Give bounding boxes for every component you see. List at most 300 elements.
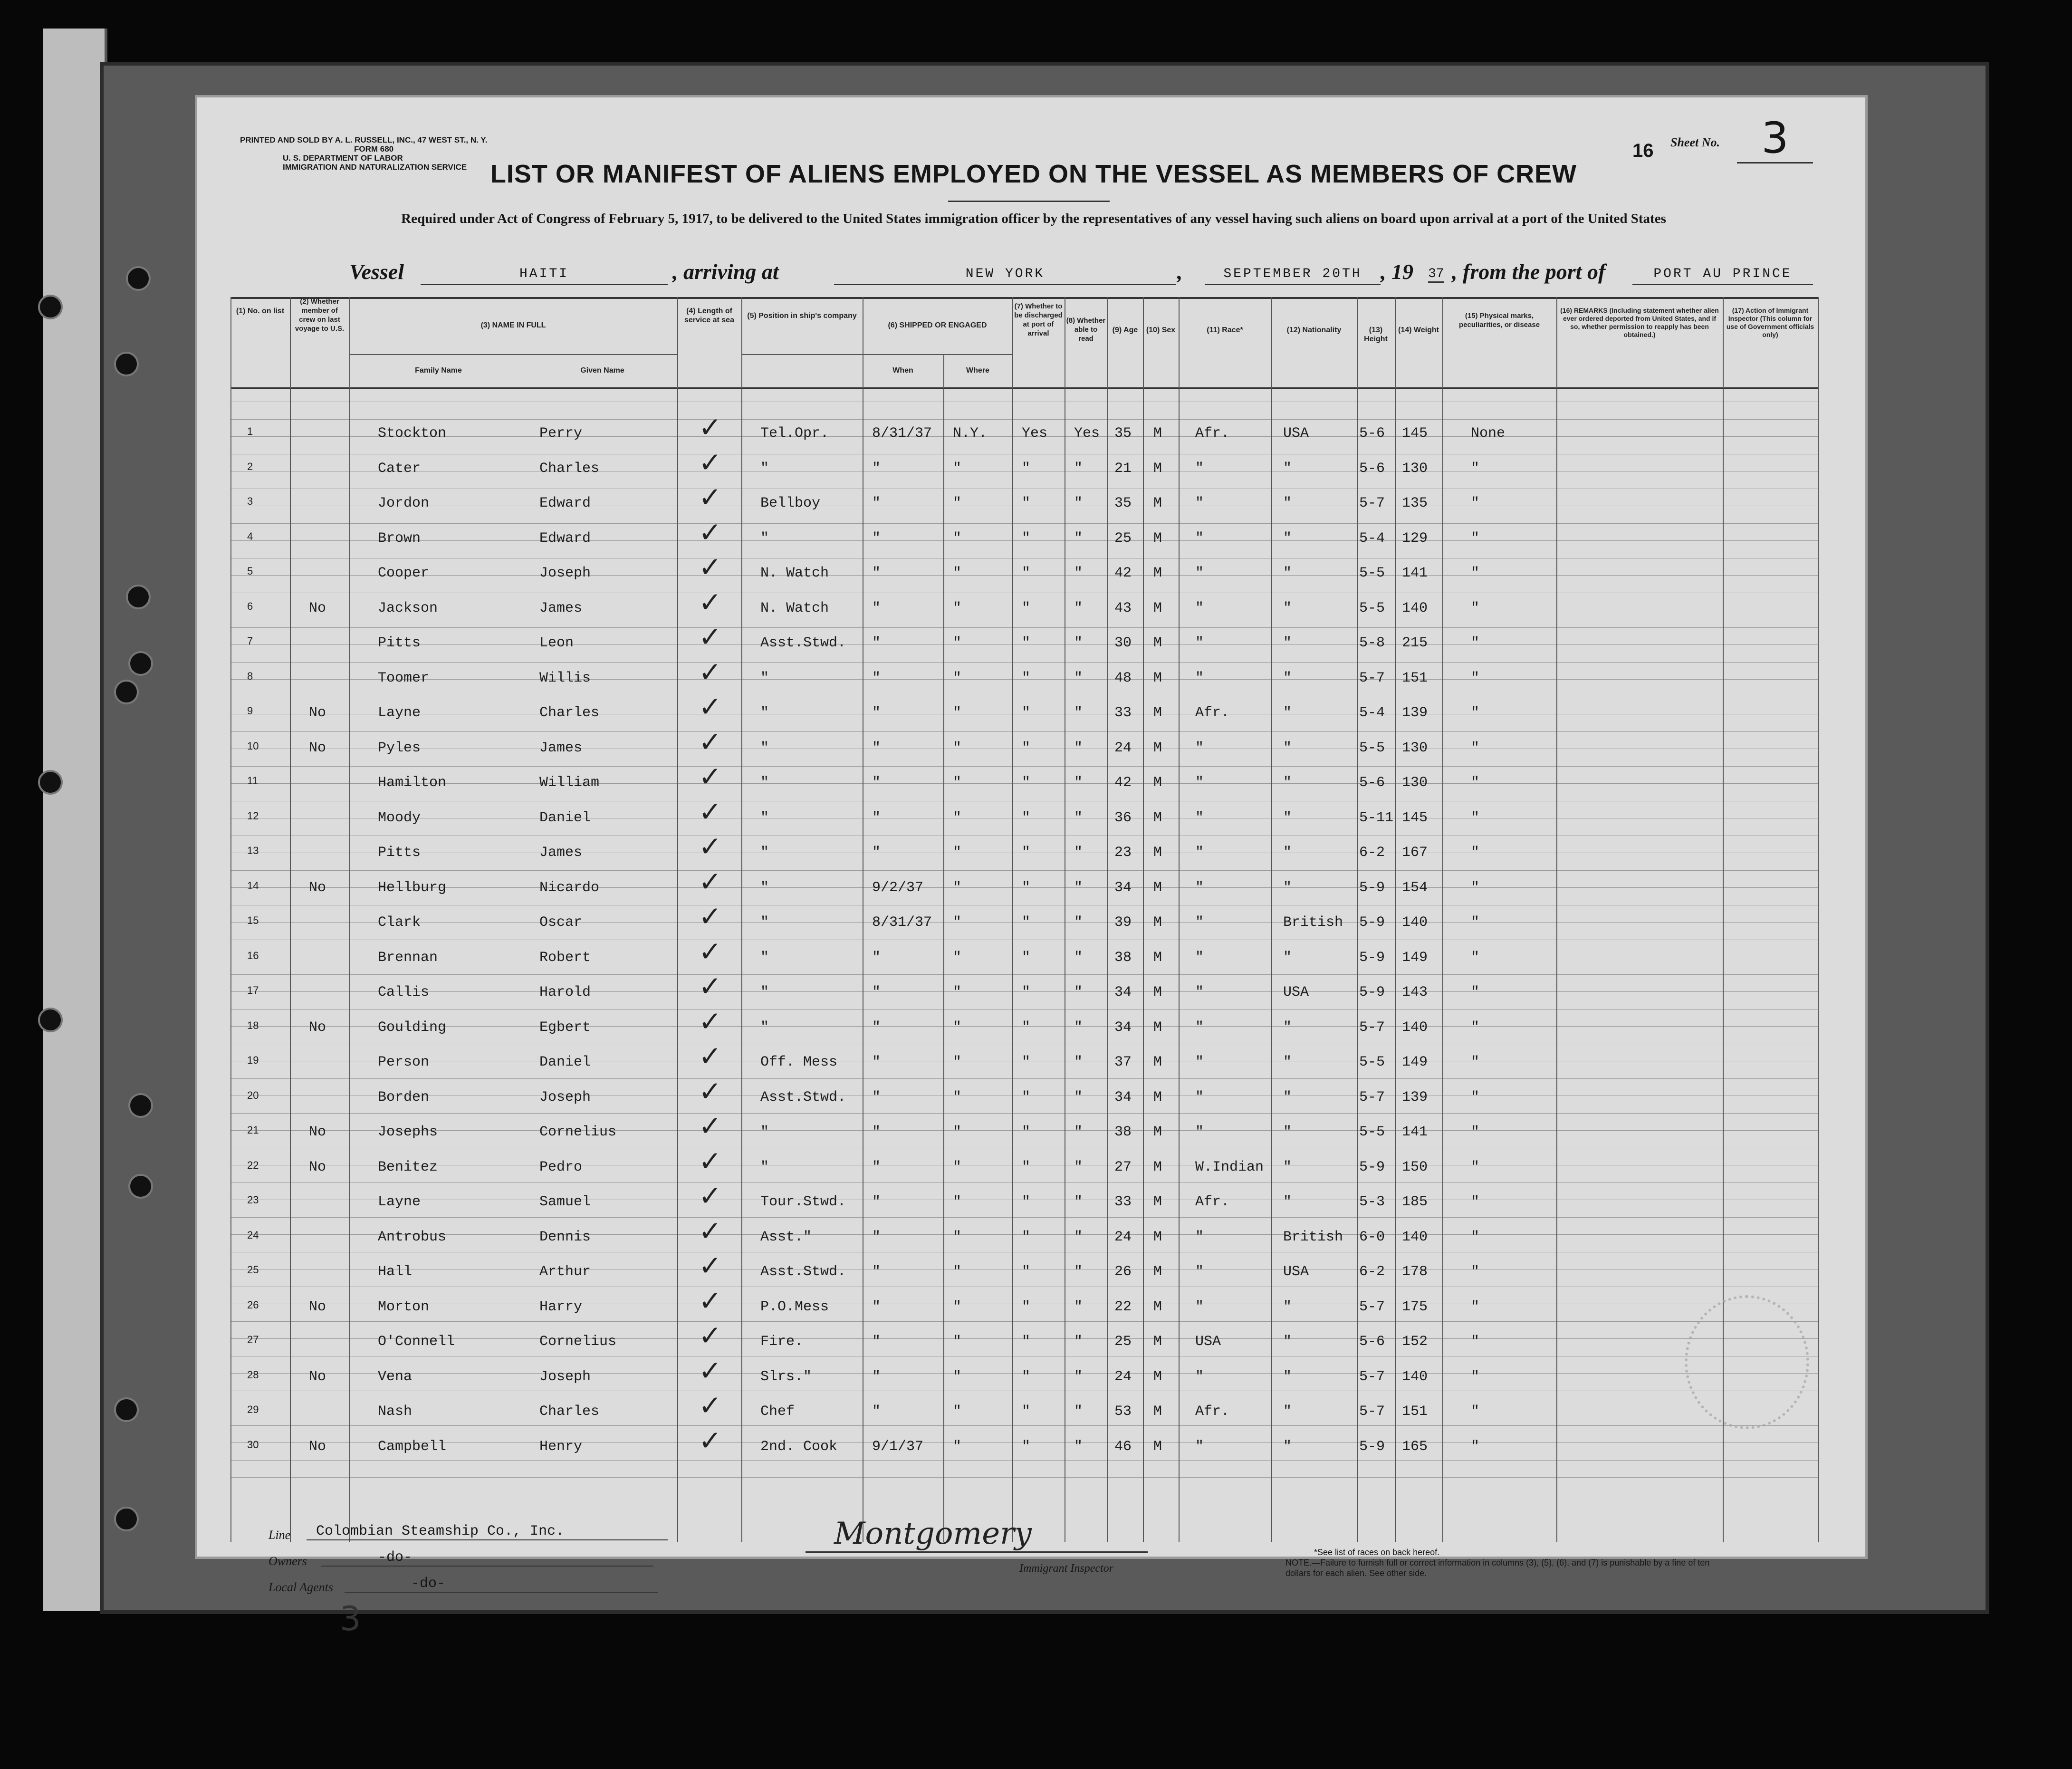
cell-sex: M bbox=[1153, 635, 1162, 651]
cell-discharge: " bbox=[1022, 1194, 1031, 1210]
header-read: (8) Whether able to read bbox=[1066, 317, 1106, 343]
cell-sex: M bbox=[1153, 705, 1162, 721]
cell-given-name: Willis bbox=[539, 670, 591, 686]
cell-given-name: James bbox=[539, 600, 583, 616]
cell-family-name: Person bbox=[378, 1054, 430, 1070]
service-check-icon: ✓ bbox=[699, 411, 722, 443]
binder-hole bbox=[126, 585, 151, 609]
cell-physical-marks: " bbox=[1471, 740, 1480, 756]
page-number: 16 bbox=[1632, 140, 1654, 161]
page-subtitle: Required under Act of Congress of February 5, 1917, to be delivered to the United States immigration officer by the representatives of any vessel having such aliens on board upon arrival at a port of the United States bbox=[401, 211, 1666, 226]
service-check-icon: ✓ bbox=[699, 551, 722, 583]
cell-able-to-read: " bbox=[1074, 1404, 1083, 1420]
cell-shipped-when: 9/1/37 bbox=[872, 1438, 924, 1455]
cell-shipped-where: " bbox=[953, 845, 962, 861]
cell-weight: 139 bbox=[1402, 705, 1428, 721]
cell-discharge: " bbox=[1022, 775, 1031, 791]
service-check-icon: ✓ bbox=[699, 1319, 722, 1352]
cell-given-name: Cornelius bbox=[539, 1334, 617, 1350]
cell-list-number: 20 bbox=[247, 1089, 259, 1101]
agents-value: -do- bbox=[345, 1576, 658, 1593]
cell-age: 34 bbox=[1114, 1089, 1132, 1106]
cell-able-to-read: " bbox=[1074, 1089, 1083, 1106]
cell-weight: 149 bbox=[1402, 949, 1428, 966]
cell-list-number: 22 bbox=[247, 1159, 259, 1171]
cell-discharge: " bbox=[1022, 1438, 1031, 1455]
cell-family-name: Cater bbox=[378, 460, 421, 477]
binder-hole bbox=[126, 266, 151, 291]
cell-nationality: USA bbox=[1283, 425, 1309, 442]
cell-sex: M bbox=[1153, 1334, 1162, 1350]
cell-race: " bbox=[1195, 495, 1204, 511]
cell-age: 36 bbox=[1114, 809, 1132, 826]
cell-nationality: " bbox=[1283, 949, 1292, 966]
cell-height: 6-2 bbox=[1359, 845, 1385, 861]
cell-weight: 175 bbox=[1402, 1298, 1428, 1315]
cell-family-name: Josephs bbox=[378, 1124, 438, 1140]
cell-weight: 140 bbox=[1402, 914, 1428, 931]
service-check-icon: ✓ bbox=[699, 865, 722, 898]
cell-last-voyage: No bbox=[309, 1124, 326, 1140]
note-races: *See list of races on back hereof. bbox=[1314, 1548, 1440, 1557]
header-shipped: (6) SHIPPED OR ENGAGED bbox=[888, 321, 987, 329]
cell-given-name: Nicardo bbox=[539, 879, 600, 896]
cell-physical-marks: " bbox=[1471, 460, 1480, 477]
service-check-icon: ✓ bbox=[699, 446, 722, 479]
cell-position: Tel.Opr. bbox=[760, 425, 829, 442]
cell-given-name: William bbox=[539, 775, 600, 791]
cell-height: 5-5 bbox=[1359, 1054, 1385, 1070]
header-where: Where bbox=[966, 366, 989, 375]
cell-height: 5-6 bbox=[1359, 425, 1385, 442]
cell-height: 5-5 bbox=[1359, 740, 1385, 756]
cell-discharge: " bbox=[1022, 600, 1031, 616]
cell-sex: M bbox=[1153, 1019, 1162, 1036]
cell-age: 43 bbox=[1114, 600, 1132, 616]
cell-physical-marks: " bbox=[1471, 1404, 1480, 1420]
table-row bbox=[197, 796, 1870, 830]
cell-race: " bbox=[1195, 984, 1204, 1000]
cell-list-number: 13 bbox=[247, 845, 259, 856]
cell-physical-marks: " bbox=[1471, 670, 1480, 686]
cell-weight: 140 bbox=[1402, 600, 1428, 616]
cell-position: Asst." bbox=[760, 1229, 812, 1245]
cell-physical-marks: " bbox=[1471, 1054, 1480, 1070]
owners-value: -do- bbox=[321, 1549, 653, 1567]
cell-sex: M bbox=[1153, 670, 1162, 686]
service-check-icon: ✓ bbox=[699, 1110, 722, 1142]
cell-height: 5-7 bbox=[1359, 1368, 1385, 1385]
cell-list-number: 23 bbox=[247, 1194, 259, 1206]
agents-label: Local Agents bbox=[269, 1580, 334, 1594]
cell-weight: 129 bbox=[1402, 530, 1428, 547]
cell-family-name: Hall bbox=[378, 1264, 412, 1280]
header-name: (3) NAME IN FULL bbox=[480, 321, 546, 329]
cell-race: " bbox=[1195, 1229, 1204, 1245]
cell-shipped-where: " bbox=[953, 1368, 962, 1385]
owners-label: Owners bbox=[269, 1554, 307, 1568]
cell-family-name: Vena bbox=[378, 1368, 412, 1385]
table-row bbox=[197, 1250, 1870, 1284]
cell-age: 35 bbox=[1114, 425, 1132, 442]
cell-physical-marks: " bbox=[1471, 600, 1480, 616]
cell-able-to-read: " bbox=[1074, 879, 1083, 896]
sheet-label: Sheet No. bbox=[1670, 135, 1720, 149]
cell-physical-marks: " bbox=[1471, 1089, 1480, 1106]
cell-list-number: 24 bbox=[247, 1229, 259, 1241]
handwritten-sheet-number: 3 bbox=[340, 1599, 361, 1638]
cell-able-to-read: " bbox=[1074, 1334, 1083, 1350]
cell-able-to-read: " bbox=[1074, 705, 1083, 721]
cell-position: " bbox=[760, 1159, 769, 1175]
cell-sex: M bbox=[1153, 914, 1162, 931]
cell-weight: 139 bbox=[1402, 1089, 1428, 1106]
binder-hole bbox=[128, 1174, 153, 1199]
cell-race: " bbox=[1195, 740, 1204, 756]
inspector-label: Immigrant Inspector bbox=[1019, 1562, 1113, 1575]
table-row bbox=[197, 691, 1870, 725]
binder-hole bbox=[114, 1397, 139, 1422]
cell-shipped-when: " bbox=[872, 565, 881, 581]
cell-family-name: Callis bbox=[378, 984, 430, 1000]
cell-family-name: Hamilton bbox=[378, 775, 447, 791]
table-row bbox=[197, 970, 1870, 1005]
cell-able-to-read: " bbox=[1074, 914, 1083, 931]
cell-shipped-where: " bbox=[953, 775, 962, 791]
cell-height: 5-9 bbox=[1359, 949, 1385, 966]
cell-position: " bbox=[760, 530, 769, 547]
cell-last-voyage: No bbox=[309, 1298, 326, 1315]
cell-given-name: Arthur bbox=[539, 1264, 591, 1280]
table-row bbox=[197, 1110, 1870, 1144]
cell-race: " bbox=[1195, 845, 1204, 861]
service-check-icon: ✓ bbox=[699, 655, 722, 688]
cell-given-name: Cornelius bbox=[539, 1124, 617, 1140]
cell-physical-marks: " bbox=[1471, 635, 1480, 651]
cell-sex: M bbox=[1153, 984, 1162, 1000]
header-no: (1) No. on list bbox=[236, 307, 285, 315]
cell-discharge: " bbox=[1022, 1159, 1031, 1175]
cell-age: 27 bbox=[1114, 1159, 1132, 1175]
cell-age: 42 bbox=[1114, 775, 1132, 791]
service-check-icon: ✓ bbox=[699, 1284, 722, 1317]
cell-sex: M bbox=[1153, 775, 1162, 791]
cell-sex: M bbox=[1153, 740, 1162, 756]
cell-list-number: 26 bbox=[247, 1298, 259, 1311]
cell-height: 6-0 bbox=[1359, 1229, 1385, 1245]
cell-age: 26 bbox=[1114, 1264, 1132, 1280]
cell-sex: M bbox=[1153, 949, 1162, 966]
cell-family-name: O'Connell bbox=[378, 1334, 455, 1350]
cell-position: " bbox=[760, 775, 769, 791]
cell-position: Asst.Stwd. bbox=[760, 1264, 846, 1280]
cell-shipped-when: " bbox=[872, 635, 881, 651]
cell-list-number: 11 bbox=[247, 775, 258, 787]
table-row bbox=[197, 1040, 1870, 1075]
cell-position: Asst.Stwd. bbox=[760, 1089, 846, 1106]
cell-able-to-read: " bbox=[1074, 670, 1083, 686]
cell-able-to-read: " bbox=[1074, 1438, 1083, 1455]
cell-shipped-where: " bbox=[953, 635, 962, 651]
cell-last-voyage: No bbox=[309, 879, 326, 896]
arrival-date: SEPTEMBER 20TH bbox=[1205, 265, 1381, 285]
cell-list-number: 8 bbox=[247, 670, 253, 682]
cell-able-to-read: " bbox=[1074, 600, 1083, 616]
cell-given-name: Pedro bbox=[539, 1159, 583, 1175]
cell-age: 33 bbox=[1114, 705, 1132, 721]
cell-shipped-when: " bbox=[872, 984, 881, 1000]
service-check-icon: ✓ bbox=[699, 1075, 722, 1107]
cell-family-name: Toomer bbox=[378, 670, 430, 686]
cell-shipped-where: " bbox=[953, 1298, 962, 1315]
cell-shipped-when: " bbox=[872, 1019, 881, 1036]
vessel-line bbox=[349, 259, 404, 284]
cell-shipped-when: 8/31/37 bbox=[872, 914, 932, 931]
cell-family-name: Benitez bbox=[378, 1159, 438, 1175]
cell-discharge: " bbox=[1022, 1334, 1031, 1350]
header-remarks: (16) REMARKS (Including statement whether alien ever ordered deported from United States, and if so, whether permission to reapply has been obtained.) bbox=[1560, 307, 1719, 338]
cell-discharge: " bbox=[1022, 705, 1031, 721]
table-row bbox=[197, 481, 1870, 516]
cell-discharge: " bbox=[1022, 1089, 1031, 1106]
cell-shipped-where: " bbox=[953, 1334, 962, 1350]
cell-able-to-read: " bbox=[1074, 1194, 1083, 1210]
cell-shipped-when: 9/2/37 bbox=[872, 879, 924, 896]
cell-shipped-where: " bbox=[953, 1264, 962, 1280]
cell-list-number: 30 bbox=[247, 1438, 259, 1451]
header-position: (5) Position in ship's company bbox=[747, 312, 857, 320]
table-row bbox=[197, 1389, 1870, 1424]
cell-nationality: " bbox=[1283, 1404, 1292, 1420]
cell-age: 39 bbox=[1114, 914, 1132, 931]
cell-family-name: Campbell bbox=[378, 1438, 447, 1455]
cell-able-to-read: " bbox=[1074, 740, 1083, 756]
cell-age: 46 bbox=[1114, 1438, 1132, 1455]
table-row bbox=[197, 1180, 1870, 1214]
cell-sex: M bbox=[1153, 1194, 1162, 1210]
cell-last-voyage: No bbox=[309, 600, 326, 616]
cell-race: Afr. bbox=[1195, 705, 1230, 721]
cell-nationality: " bbox=[1283, 879, 1292, 896]
cell-age: 53 bbox=[1114, 1404, 1132, 1420]
cell-position: N. Watch bbox=[760, 565, 829, 581]
binder-hole bbox=[128, 651, 153, 676]
cell-position: P.O.Mess bbox=[760, 1298, 829, 1315]
cell-able-to-read: " bbox=[1074, 1264, 1083, 1280]
cell-age: 38 bbox=[1114, 949, 1132, 966]
cell-position: " bbox=[760, 845, 769, 861]
cell-shipped-when: " bbox=[872, 1334, 881, 1350]
cell-discharge: " bbox=[1022, 1404, 1031, 1420]
cell-weight: 165 bbox=[1402, 1438, 1428, 1455]
table-row bbox=[197, 656, 1870, 691]
cell-physical-marks: " bbox=[1471, 845, 1480, 861]
header-service: (4) Length of service at sea bbox=[684, 307, 734, 324]
year-suffix: 37 bbox=[1428, 267, 1444, 283]
cell-list-number: 2 bbox=[247, 460, 253, 472]
cell-family-name: Hellburg bbox=[378, 879, 447, 896]
cell-list-number: 7 bbox=[247, 635, 253, 647]
cell-height: 5-7 bbox=[1359, 1089, 1385, 1106]
cell-list-number: 6 bbox=[247, 600, 253, 612]
line-label: Line bbox=[269, 1528, 291, 1542]
cell-height: 5-6 bbox=[1359, 775, 1385, 791]
inspector-signature: Montgomery bbox=[806, 1516, 1148, 1553]
cell-list-number: 12 bbox=[247, 809, 259, 822]
table-row bbox=[197, 1424, 1870, 1459]
printer-line: PRINTED AND SOLD BY A. L. RUSSELL, INC., 47 WEST ST., N. Y. bbox=[240, 135, 488, 144]
service-check-icon: ✓ bbox=[699, 1144, 722, 1177]
service-check-icon: ✓ bbox=[699, 1180, 722, 1212]
from-port: PORT AU PRINCE bbox=[1632, 265, 1813, 285]
cell-weight: 185 bbox=[1402, 1194, 1428, 1210]
cell-shipped-where: " bbox=[953, 1404, 962, 1420]
cell-shipped-where: " bbox=[953, 705, 962, 721]
cell-position: " bbox=[760, 740, 769, 756]
cell-given-name: Daniel bbox=[539, 1054, 591, 1070]
cell-shipped-when: " bbox=[872, 600, 881, 616]
cell-sex: M bbox=[1153, 530, 1162, 547]
table-row bbox=[197, 621, 1870, 655]
cell-weight: 178 bbox=[1402, 1264, 1428, 1280]
cell-nationality: USA bbox=[1283, 1264, 1309, 1280]
cell-shipped-when: " bbox=[872, 1229, 881, 1245]
cell-given-name: Robert bbox=[539, 949, 591, 966]
service-check-icon: ✓ bbox=[699, 621, 722, 653]
cell-position: Chef bbox=[760, 1404, 795, 1420]
cell-age: 34 bbox=[1114, 984, 1132, 1000]
cell-family-name: Layne bbox=[378, 705, 421, 721]
cell-age: 25 bbox=[1114, 1334, 1132, 1350]
cell-height: 5-8 bbox=[1359, 635, 1385, 651]
cell-given-name: James bbox=[539, 740, 583, 756]
cell-discharge: " bbox=[1022, 809, 1031, 826]
arriving-port: NEW YORK bbox=[834, 265, 1176, 285]
cell-physical-marks: " bbox=[1471, 1124, 1480, 1140]
cell-list-number: 4 bbox=[247, 530, 253, 542]
cell-age: 38 bbox=[1114, 1124, 1132, 1140]
cell-discharge: " bbox=[1022, 914, 1031, 931]
cell-sex: M bbox=[1153, 1054, 1162, 1070]
cell-given-name: Harry bbox=[539, 1298, 583, 1315]
cell-shipped-where: " bbox=[953, 879, 962, 896]
table-header-rule bbox=[230, 387, 1818, 389]
binder-hole bbox=[38, 770, 63, 795]
header-given-name: Given Name bbox=[580, 366, 624, 375]
cell-list-number: 10 bbox=[247, 740, 259, 752]
cell-weight: 149 bbox=[1402, 1054, 1428, 1070]
cell-physical-marks: " bbox=[1471, 565, 1480, 581]
cell-weight: 215 bbox=[1402, 635, 1428, 651]
cell-given-name: Charles bbox=[539, 705, 600, 721]
cell-sex: M bbox=[1153, 879, 1162, 896]
cell-physical-marks: " bbox=[1471, 879, 1480, 896]
cell-height: 6-2 bbox=[1359, 1264, 1385, 1280]
cell-given-name: Joseph bbox=[539, 565, 591, 581]
cell-weight: 130 bbox=[1402, 740, 1428, 756]
cell-nationality: " bbox=[1283, 845, 1292, 861]
cell-race: USA bbox=[1195, 1334, 1221, 1350]
cell-race: Afr. bbox=[1195, 1194, 1230, 1210]
cell-last-voyage: No bbox=[309, 705, 326, 721]
cell-shipped-where: " bbox=[953, 495, 962, 511]
cell-age: 42 bbox=[1114, 565, 1132, 581]
service-check-icon: ✓ bbox=[699, 725, 722, 758]
cell-position: N. Watch bbox=[760, 600, 829, 616]
cell-family-name: Goulding bbox=[378, 1019, 447, 1036]
cell-race: Afr. bbox=[1195, 425, 1230, 442]
binder-hole bbox=[114, 1507, 139, 1531]
cell-shipped-where: " bbox=[953, 1019, 962, 1036]
cell-physical-marks: " bbox=[1471, 984, 1480, 1000]
cell-race: " bbox=[1195, 914, 1204, 931]
cell-physical-marks: " bbox=[1471, 775, 1480, 791]
table-row bbox=[197, 446, 1870, 481]
table-row bbox=[197, 760, 1870, 795]
cell-race: Afr. bbox=[1195, 1404, 1230, 1420]
binder-hole bbox=[38, 295, 63, 319]
cell-given-name: Joseph bbox=[539, 1368, 591, 1385]
cell-able-to-read: " bbox=[1074, 1368, 1083, 1385]
binder-hole bbox=[114, 680, 139, 704]
cell-discharge: " bbox=[1022, 984, 1031, 1000]
printer-line: FORM 680 bbox=[354, 144, 394, 154]
cell-height: 5-5 bbox=[1359, 565, 1385, 581]
cell-shipped-where: " bbox=[953, 460, 962, 477]
cell-weight: 145 bbox=[1402, 425, 1428, 442]
table-row bbox=[197, 516, 1870, 551]
cell-height: 5-3 bbox=[1359, 1194, 1385, 1210]
cell-nationality: " bbox=[1283, 635, 1292, 651]
cell-position: Tour.Stwd. bbox=[760, 1194, 846, 1210]
cell-weight: 130 bbox=[1402, 775, 1428, 791]
binder-hole bbox=[114, 352, 139, 376]
header-nationality: (12) Nationality bbox=[1286, 326, 1342, 334]
cell-height: 5-5 bbox=[1359, 1124, 1385, 1140]
cell-discharge: " bbox=[1022, 460, 1031, 477]
shipped-subrule bbox=[741, 354, 1012, 355]
cell-race: " bbox=[1195, 1124, 1204, 1140]
header-age: (9) Age bbox=[1112, 326, 1138, 334]
cell-position: " bbox=[760, 984, 769, 1000]
cell-shipped-where: " bbox=[953, 1229, 962, 1245]
header-family-name: Family Name bbox=[415, 366, 462, 375]
cell-sex: M bbox=[1153, 1089, 1162, 1106]
cell-age: 23 bbox=[1114, 845, 1132, 861]
cell-discharge: " bbox=[1022, 1019, 1031, 1036]
table-row bbox=[197, 1285, 1870, 1319]
cell-shipped-when: " bbox=[872, 1264, 881, 1280]
cell-shipped-when: " bbox=[872, 1298, 881, 1315]
line-value: Colombian Steamship Co., Inc. bbox=[307, 1523, 668, 1540]
cell-list-number: 9 bbox=[247, 705, 253, 717]
cell-list-number: 29 bbox=[247, 1404, 259, 1415]
cell-able-to-read: " bbox=[1074, 775, 1083, 791]
cell-age: 35 bbox=[1114, 495, 1132, 511]
cell-nationality: USA bbox=[1283, 984, 1309, 1000]
cell-discharge: " bbox=[1022, 565, 1031, 581]
cell-family-name: Brennan bbox=[378, 949, 438, 966]
cell-physical-marks: " bbox=[1471, 809, 1480, 826]
service-check-icon: ✓ bbox=[699, 481, 722, 513]
cell-family-name: Jordon bbox=[378, 495, 430, 511]
cell-last-voyage: No bbox=[309, 1019, 326, 1036]
cell-list-number: 1 bbox=[247, 425, 253, 437]
cell-sex: M bbox=[1153, 1264, 1162, 1280]
cell-age: 24 bbox=[1114, 740, 1132, 756]
cell-family-name: Cooper bbox=[378, 565, 430, 581]
cell-sex: M bbox=[1153, 460, 1162, 477]
